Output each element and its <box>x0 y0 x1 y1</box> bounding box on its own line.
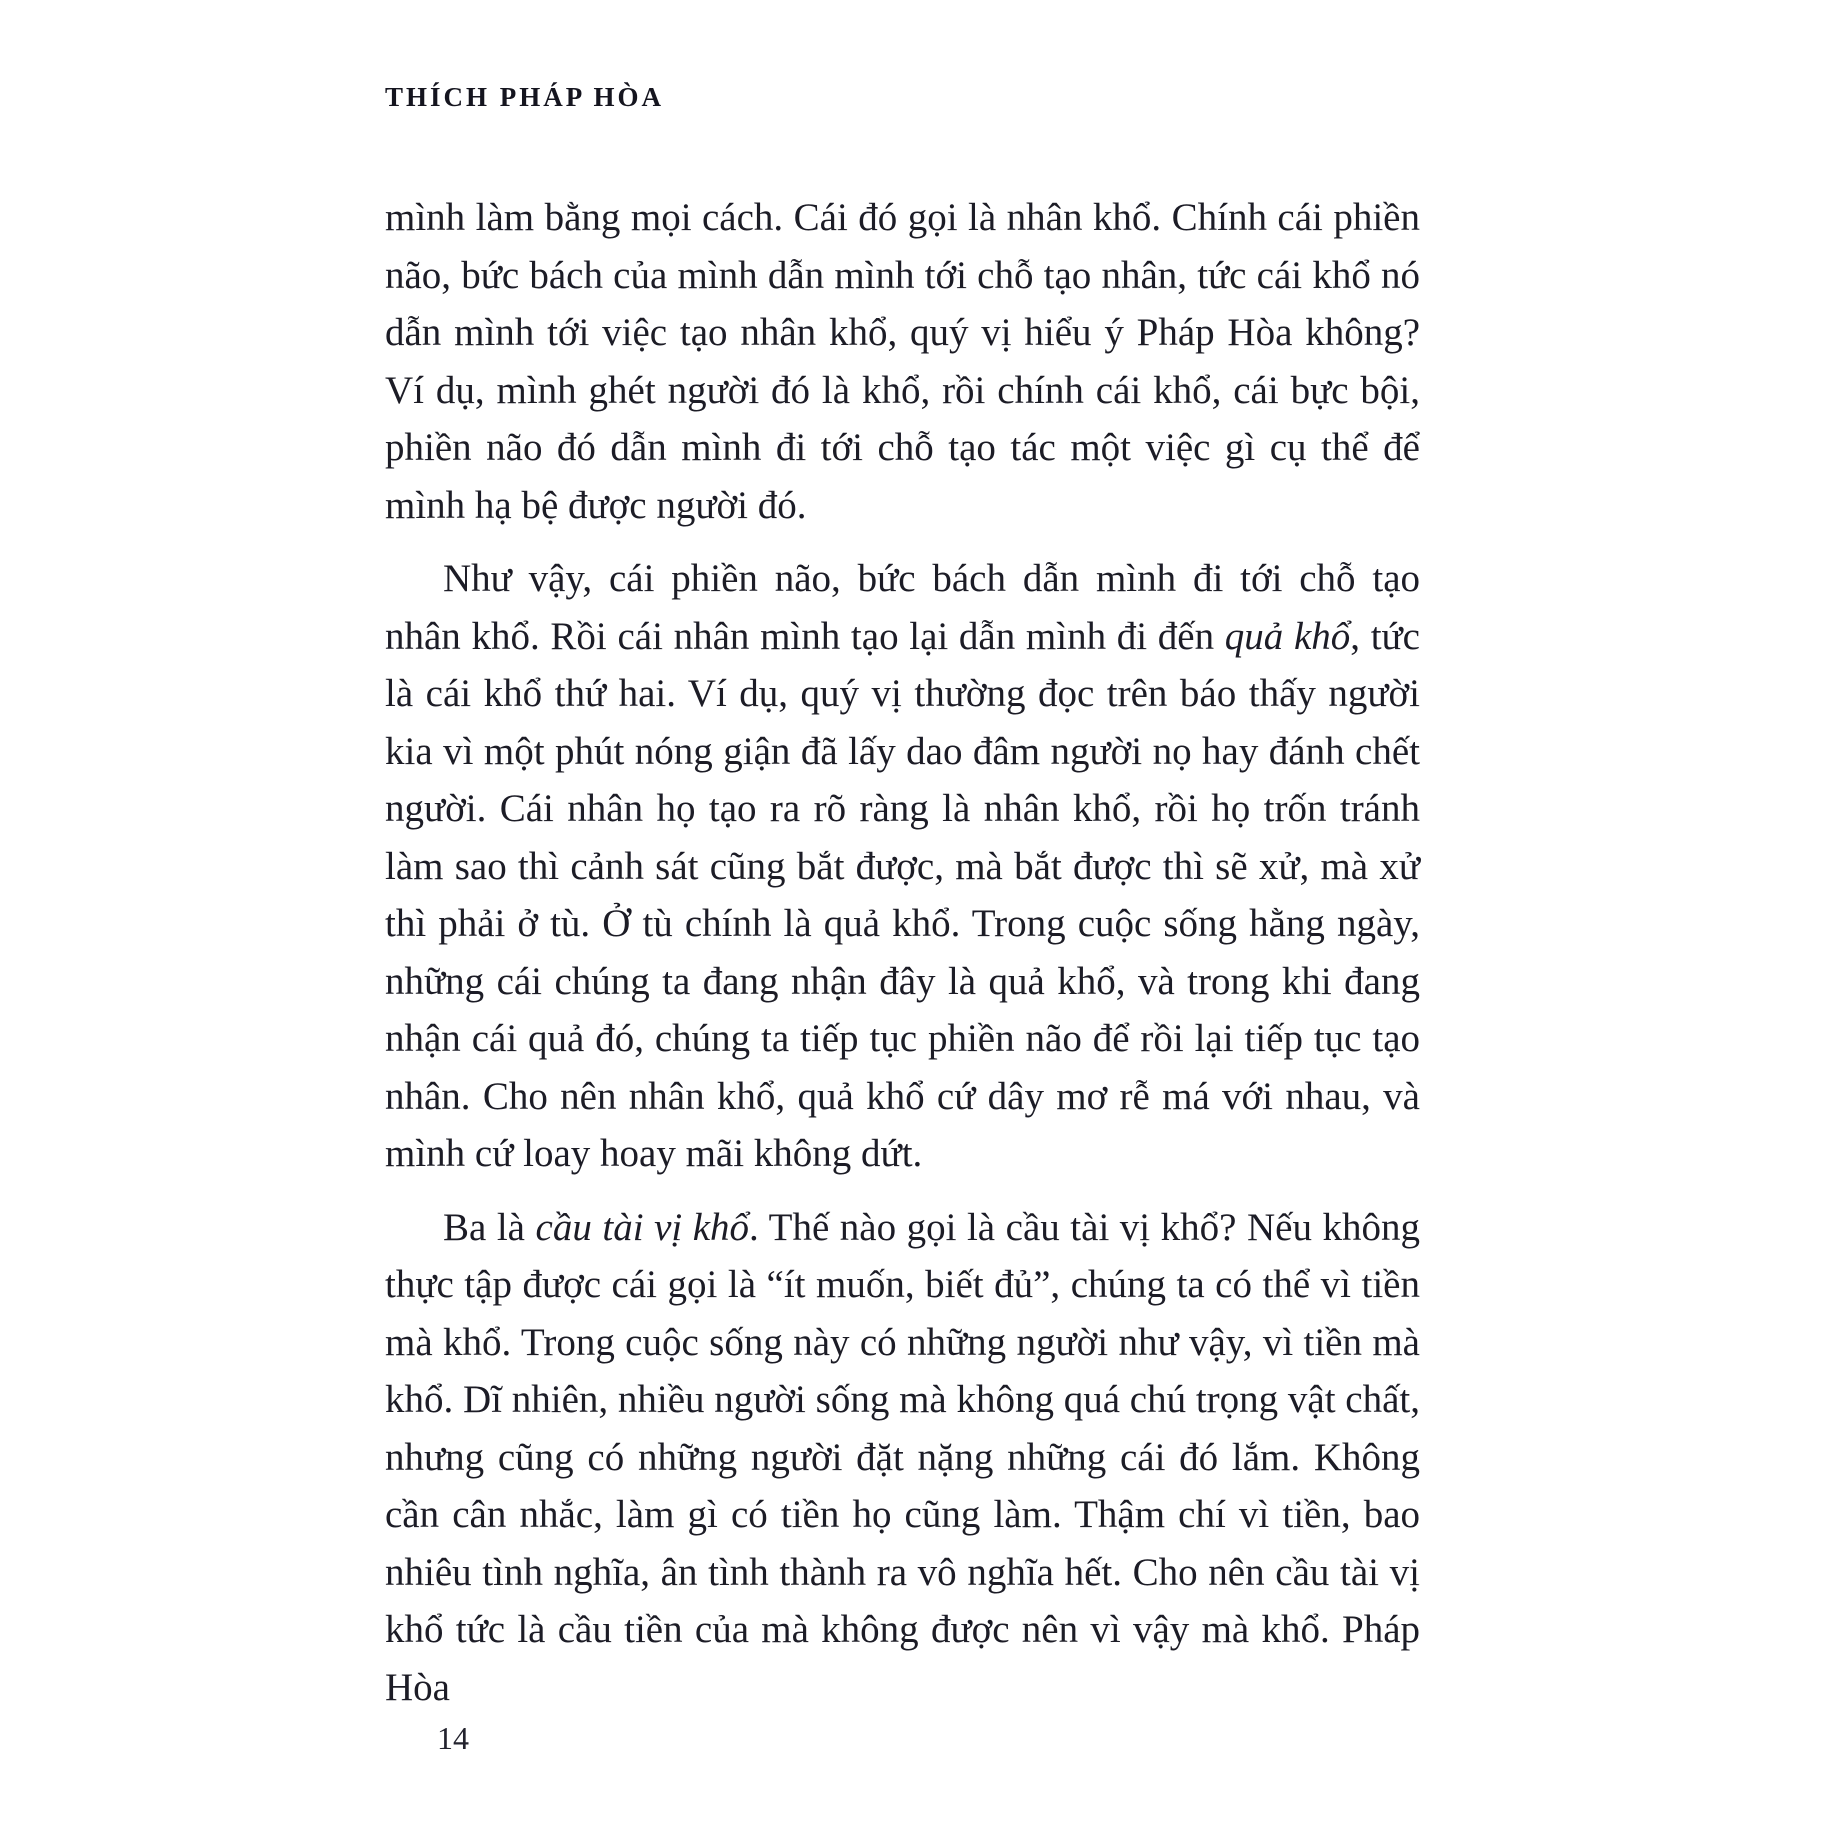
paragraph <box>385 189 1420 534</box>
italic-term: quả khổ <box>1224 614 1351 658</box>
text-run: . Thế nào gọi là cầu tài vị khổ? Nếu không thực tập được cái gọi là “ít muốn, biết đủ”, chúng ta có thể vì tiền mà khổ. Trong cuộc sống này có những người như vậy, vì tiền mà khổ. Dĩ nhiên, nhiều người sống mà không quá chú trọng vật chất, nhưng cũng có những người đặt nặng những cái đó lắm. Không cần cân nhắc, làm gì có tiền họ cũng làm. Thậm chí vì tiền, bao nhiêu tình nghĩa, ân tình thành ra vô nghĩa hết. Cho nên cầu tài vị khổ tức là cầu tiền của mà không được nên vì vậy mà khổ. Pháp Hòa <box>385 1205 1421 1709</box>
text-run: mình làm bằng mọi cách. Cái đó gọi là nhân khổ. Chính cái phiền não, bức bách của mình dẫn mình tới chỗ tạo nhân, tức cái khổ nó dẫn mình tới việc tạo nhân khổ, quý vị hiểu ý Pháp Hòa không? Ví dụ, mình ghét người đó là khổ, rồi chính cái khổ, cái bực bội, phiền não đó dẫn mình đi tới chỗ tạo tác một việc gì cụ thể để mình hạ bệ được người đó. <box>385 196 1420 527</box>
paragraph <box>385 550 1420 1183</box>
text-run: Ba là <box>443 1205 536 1249</box>
running-header: THÍCH PHÁP HÒA <box>385 82 665 112</box>
page-number: 14 <box>437 1720 469 1756</box>
paragraph <box>385 1199 1420 1717</box>
text-run: Như vậy, cái phiền não, bức bách dẫn mình đi tới chỗ tạo nhân khổ. Rồi cái nhân mình tạo lại dẫn mình đi đến <box>385 557 1420 658</box>
text-column <box>385 0 1420 1732</box>
body-text <box>385 189 1420 1716</box>
text-run: , tức là cái khổ thứ hai. Ví dụ, quý vị thường đọc trên báo thấy người kia vì một phút nóng giận đã lấy dao đâm người nọ hay đánh chết người. Cái nhân họ tạo ra rõ ràng là nhân khổ, rồi họ trốn tránh làm sao thì cảnh sát cũng bắt được, mà bắt được thì sẽ xử, mà xử thì phải ở tù. Ở tù chính là quả khổ. Trong cuộc sống hằng ngày, những cái chúng ta đang nhận đây là quả khổ, và trong khi đang nhận cái quả đó, chúng ta tiếp tục phiền não để rồi lại tiếp tục tạo nhân. Cho nên nhân khổ, quả khổ cứ dây mơ rễ má với nhau, và mình cứ loay hoay mãi không dứt. <box>385 614 1420 1175</box>
italic-term: cầu tài vị khổ <box>535 1205 750 1249</box>
